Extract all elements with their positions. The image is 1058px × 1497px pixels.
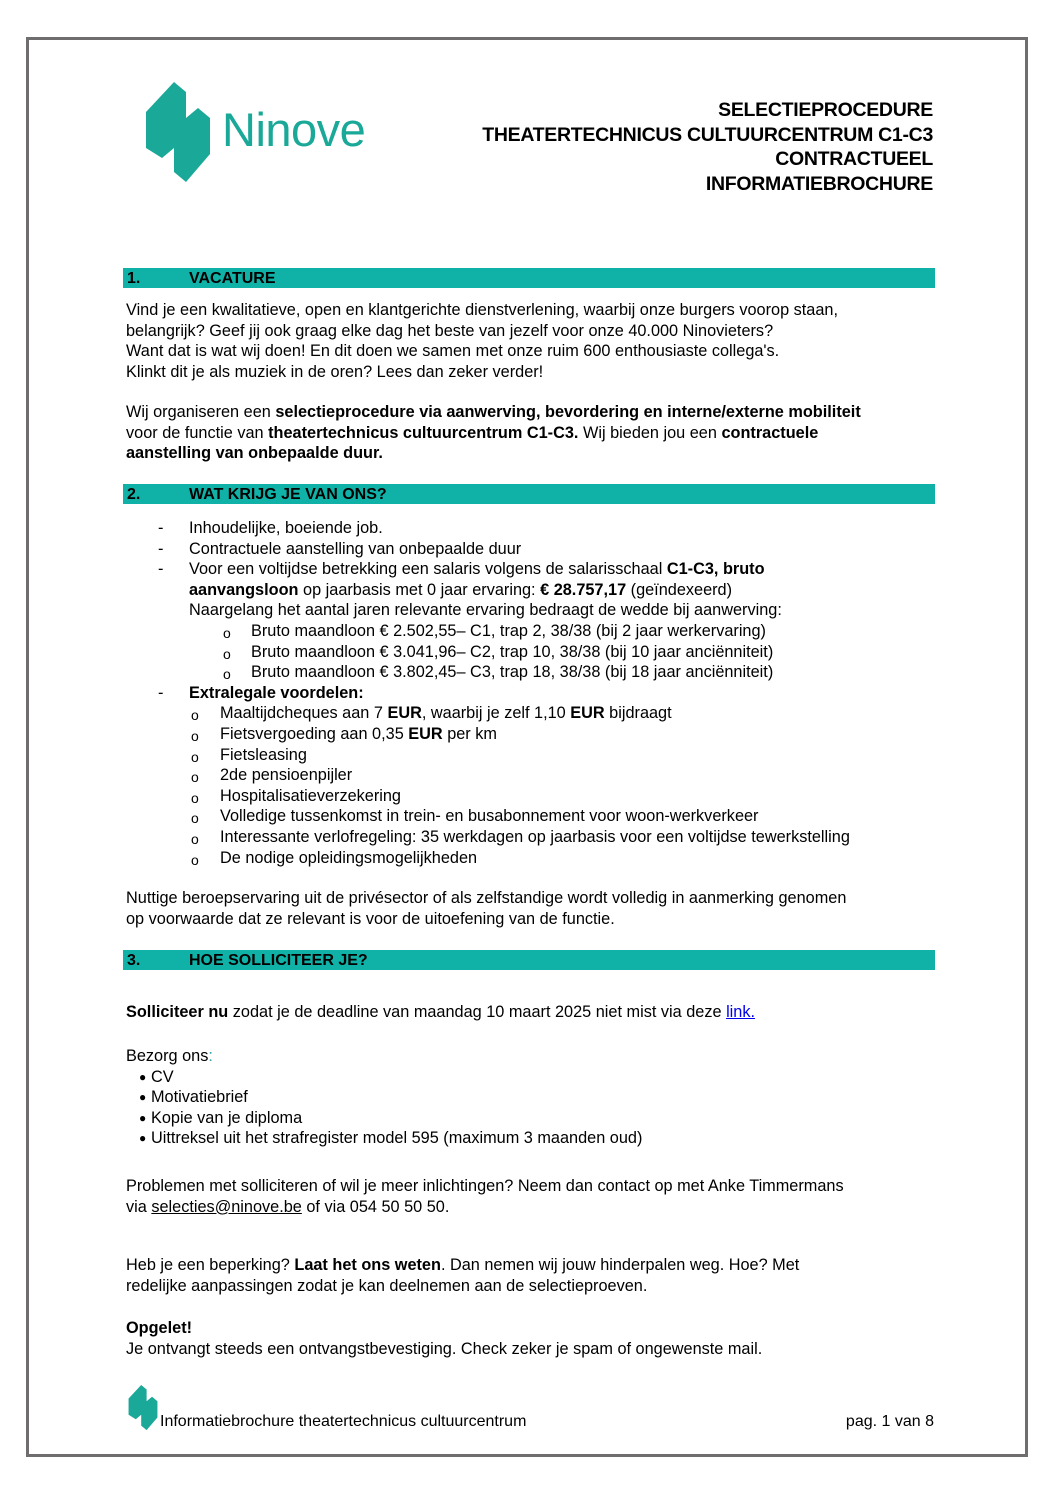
apply-paragraph [126,1002,936,1023]
deliver-section [126,1046,936,1149]
text: (geïndexeerd) [626,580,733,599]
item-text: Motivatiebrief [151,1088,248,1107]
bold-text: aanstelling van onbepaalde duur. [126,444,383,463]
section-title: HOE SOLLICITEER JE? [189,952,368,969]
list-item [126,1087,936,1108]
apply-link[interactable]: link. [726,1003,756,1021]
text: Interessante verlofregeling: 35 werkdagen op jaarbasis voor een voltijdse tewerkstelling [220,827,850,846]
list-item [126,1067,936,1088]
text: of via 054 50 50 50. [301,1197,450,1216]
salary-step [126,662,936,683]
benefit-item [126,806,936,827]
offer-line-2 [126,423,936,444]
circle-marker: o [223,645,231,662]
text: Wij bieden jou een [578,423,722,442]
vacature-intro [126,300,936,382]
document-title [482,98,933,196]
text: via [126,1197,152,1216]
circle-marker: o [191,789,199,806]
salary-step [126,621,936,642]
colon: : [208,1047,213,1065]
section-number: 2. [127,486,141,503]
text: Fietsvergoeding aan 0,35 [220,724,409,743]
experience-note [126,888,936,929]
list-item [126,1128,936,1149]
item-text: Contractuele aanstelling van onbepaalde duur [189,539,522,558]
section-number: 1. [127,270,141,287]
notice-paragraph [126,1318,936,1359]
bold-text: EUR [570,704,605,723]
dash-marker: - [158,560,164,579]
text: De nodige opleidingsmogelijkheden [220,848,478,867]
circle-marker: o [191,727,199,744]
text: per km [442,724,497,743]
step-text: Bruto maandloon € 2.502,55– C1, trap 2, 38/38 (bij 2 jaar werkervaring) [251,621,766,640]
paragraph-line: Klinkt dit je als muziek in de oren? Lees dan zeker verder! [126,362,544,381]
text: op jaarbasis met 0 jaar ervaring: [298,580,541,599]
item-text: Uittreksel uit het strafregister model 595 (maximum 3 maanden oud) [151,1129,643,1148]
bold-text: Solliciteer nu [126,1003,229,1021]
logo-text: Ninove [222,103,366,156]
benefits-list [126,518,936,868]
deliver-label: Bezorg ons [126,1047,209,1065]
bullet-dot-icon: ● [139,1090,147,1105]
bold-text: selectieprocedure via aanwerving, bevordering en interne/externe mobiliteit [275,403,861,421]
circle-marker: o [191,830,199,847]
item-text: Kopie van je diploma [151,1108,303,1127]
text: . Dan nemen wij jouw hinderpalen weg. Hoe? Met [440,1256,800,1274]
bold-text: EUR [408,724,443,743]
section-number: 3. [127,952,141,969]
circle-marker: o [191,707,199,724]
circle-marker: o [191,810,199,827]
list-item-extralegal [126,683,936,868]
ninove-logo [146,82,366,184]
bold-text: aanvangsloon [189,580,299,599]
text: Fietsleasing [220,745,307,764]
page-number: pag. 1 van 8 [845,1413,934,1430]
disability-paragraph [126,1255,936,1296]
text: 2de pensioenpijler [220,766,353,785]
text: Wij organiseren een [126,403,276,421]
text: bijdraagt [604,704,672,723]
item-text: CV [151,1067,174,1086]
text: Hospitalisatieverzekering [220,786,401,805]
text: Naargelang het aantal jaren relevante ervaring bedraagt de wedde bij aanwerving: [189,601,782,620]
benefit-item [126,765,936,786]
ninove-logo-icon [146,82,210,184]
paragraph-line: Vind je een kwalitatieve, open en klantgerichte dienstverlening, waarbij onze burgers voorop staan, [126,301,838,319]
item-text: Inhoudelijke, boeiende job. [189,519,383,537]
benefit-item [126,703,936,724]
circle-marker: o [223,624,231,641]
title-line: CONTRACTUEEL [775,148,933,170]
paragraph-line: op voorwaarde dat ze relevant is voor de uitoefening van de functie. [126,909,615,928]
vacature-offer [126,402,936,464]
text: Heb je een beperking? [126,1256,295,1274]
section-header-vacature [123,268,935,288]
benefit-item [126,848,936,869]
footer-logo-icon [127,1385,159,1436]
notice-title: Opgelet! [126,1319,193,1337]
notice-text: Je ontvangt steeds een ontvangstbevestiging. Check zeker je spam of ongewenste mail. [126,1339,763,1358]
text: , waarbij je zelf 1,10 [421,704,571,723]
section-title: WAT KRIJG JE VAN ONS? [189,486,387,503]
paragraph-line: belangrijk? Geef jij ook graag elke dag het beste van jezelf voor onze 40.000 Ninovieters? [126,321,774,340]
list-item [126,518,936,539]
benefit-item [126,724,936,745]
dash-marker: - [158,683,164,702]
list-item [126,539,936,560]
footer-text: Informatiebrochure theatertechnicus cultuurcentrum [160,1413,527,1430]
circle-marker: o [191,748,199,765]
list-item [126,1108,936,1129]
paragraph-line: Nuttige beroepservaring uit de privésector of als zelfstandige wordt volledig in aanmerking genomen [126,889,847,907]
circle-marker: o [223,666,231,683]
text: voor de functie van [126,423,269,442]
title-line: INFORMATIEBROCHURE [705,172,933,195]
bold-text: theatertechnicus cultuurcentrum C1-C3. [268,423,579,442]
paragraph-line: redelijke aanpassingen zodat je kan deelnemen aan de selectieproeven. [126,1276,648,1295]
circle-marker: o [191,769,199,786]
email-link[interactable]: selecties@ninove.be [151,1197,302,1216]
bold-text: C1-C3, bruto [666,560,765,579]
text: Maaltijdcheques aan 7 [220,704,388,723]
section-title: VACATURE [189,270,276,287]
list-item-salary [126,559,936,683]
step-text: Bruto maandloon € 3.041,96– C2, trap 10, 38/38 (bij 10 jaar anciënniteit) [251,642,774,661]
bold-text: contractuele [721,423,819,442]
salary-amount: € 28.757,17 [540,580,627,599]
dash-marker: - [158,539,164,558]
text: zodat je de deadline van maandag 10 maart 2025 niet mist via deze [228,1003,727,1021]
title-line: THEATERTECHNICUS CULTUURCENTRUM C1-C3 [482,123,933,146]
section-header-benefits [123,484,935,504]
offer-line-1 [126,402,936,423]
benefit-item [126,827,936,848]
bullet-dot-icon: ● [139,1069,147,1084]
bold-text: Laat het ons weten [294,1256,441,1274]
text: Voor een voltijdse betrekking een salaris volgens de salarisschaal [189,560,667,579]
offer-line-3 [126,443,936,464]
bold-text: EUR [387,704,422,723]
salary-step [126,642,936,663]
contact-paragraph [126,1176,936,1217]
benefit-item [126,745,936,766]
benefit-item [126,786,936,807]
paragraph-line: Want dat is wat wij doen! En dit doen we samen met onze ruim 600 enthousiaste collega's. [126,342,780,361]
section-header-apply [123,950,935,970]
dash-marker: - [158,519,164,537]
bullet-dot-icon: ● [139,1131,147,1146]
bullet-dot-icon: ● [139,1110,147,1125]
title-line: SELECTIEPROCEDURE [718,99,933,121]
paragraph-line: Problemen met solliciteren of wil je meer inlichtingen? Neem dan contact op met Anke Timmermans [126,1177,844,1195]
circle-marker: o [191,851,199,868]
step-text: Bruto maandloon € 3.802,45– C3, trap 18, 38/38 (bij 18 jaar anciënniteit) [251,663,774,682]
bold-text: Extralegale voordelen: [189,683,364,702]
text: Volledige tussenkomst in trein- en busabonnement voor woon-werkverkeer [220,807,759,826]
